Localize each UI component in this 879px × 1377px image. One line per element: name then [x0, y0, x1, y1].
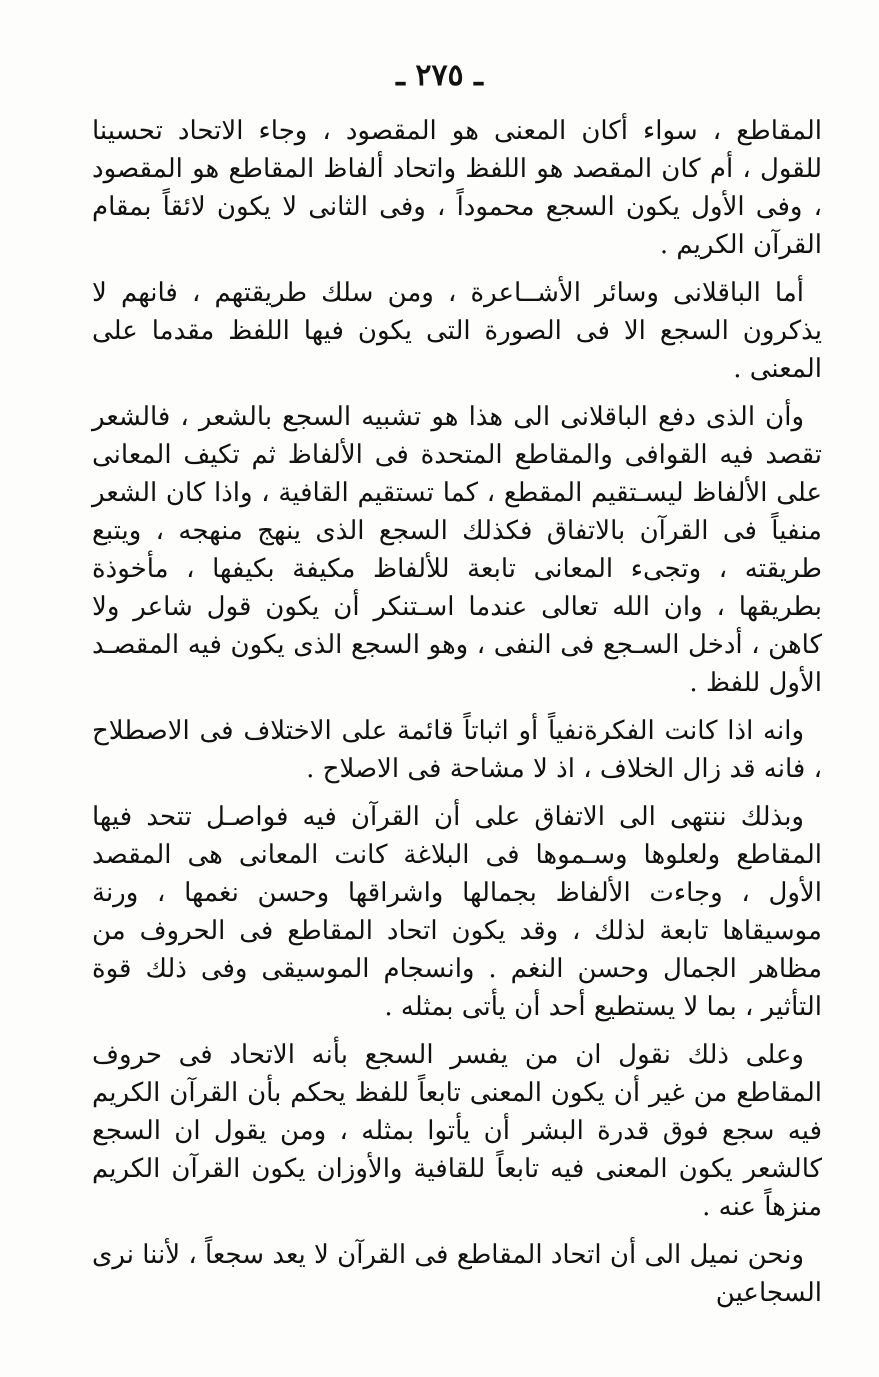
paragraph-7: ونحن نميل الى أن اتحاد المقاطع فى القرآن لا يعد سجعاً ، لأننا نرى السجاعين: [92, 1240, 822, 1308]
paragraph-1: المقاطع ، سواء أكان المعنى هو المقصود ، وجاء الاتحاد تحسينا للقول ، أم كان المقصد هو اللفظ واتحاد ألفاظ المقاطع هو المقصود ، وفى الأول يكون السجع محموداً ، وفى الثانى لا يكون لائقاً بمقام القرآن الكريم .: [92, 116, 822, 260]
paragraph-6: وعلى ذلك نقول ان من يفسر السجع بأنه الاتحاد فى حروف المقاطع من غير أن يكون المعنى تابعاً للفظ يحكم بأن القرآن الكريم فيه سجع فوق قدرة البشر أن يأتوا بمثله ، ومن يقول ان السجع كالشعر يكون المعنى فيه تابعاً للقافية والأوزان يكون القرآن الكريم منزهاً عنه .: [92, 1040, 822, 1222]
paragraph-4: وانه اذا كانت الفكرةنفياً أو اثباتاً قائمة على الاختلاف فى الاصطلاح ، فانه قد زال الخلاف ، اذ لا مشاحة فى الاصلاح .: [92, 716, 822, 784]
paragraph-3: وأن الذى دفع الباقلانى الى هذا هو تشبيه السجع بالشعر ، فالشعر تقصد فيه القوافى والمقاطع المتحدة فى الألفاظ ثم تكيف المعانى على الألفاظ ليسـتقيم المقطع ، كما تستقيم القافية ، واذا كان الشعر منفياً فى القرآن بالاتفاق فكذلك السجع الذى ينهج منهجه ، ويتبع طريقته ، وتجىء المعانى تابعة للألفاظ مكيفة بكيفها ، مأخوذة بطريقها ، وان الله تعالى عندما اسـتنكر أن يكون قول شاعر ولا كاهن ، أدخل السـجع فى النفى ، وهو السجع الذى يكون فيه المقصـد الأول للفظ .: [92, 402, 822, 698]
page-number: ـ ٢٧٥ ـ: [396, 58, 483, 93]
paragraph-2: أما الباقلانى وسائر الأشــاعرة ، ومن سلك طريقتهم ، فانهم لا يذكرون السجع الا فى الصورة التى يكون فيها اللفظ مقدما على المعنى .: [92, 278, 822, 384]
paragraph-5: وبذلك ننتهى الى الاتفاق على أن القرآن فيه فواصـل تتحد فيها المقاطع ولعلوها وسـموها فى البلاغة كانت المعانى هى المقصد الأول ، وجاءت الألفاظ بجمالها واشراقها وحسن نغمها ، ورنة موسيقاها تابعة لذلك ، وقد يكون اتحاد المقاطع فى الحروف من مظاهر الجمال وحسن النغم . وانسجام الموسيقى وفى ذلك قوة التأثير ، بما لا يستطيع أحد أن يأتى بمثله .: [92, 802, 822, 1022]
body-text: [92, 112, 822, 1322]
